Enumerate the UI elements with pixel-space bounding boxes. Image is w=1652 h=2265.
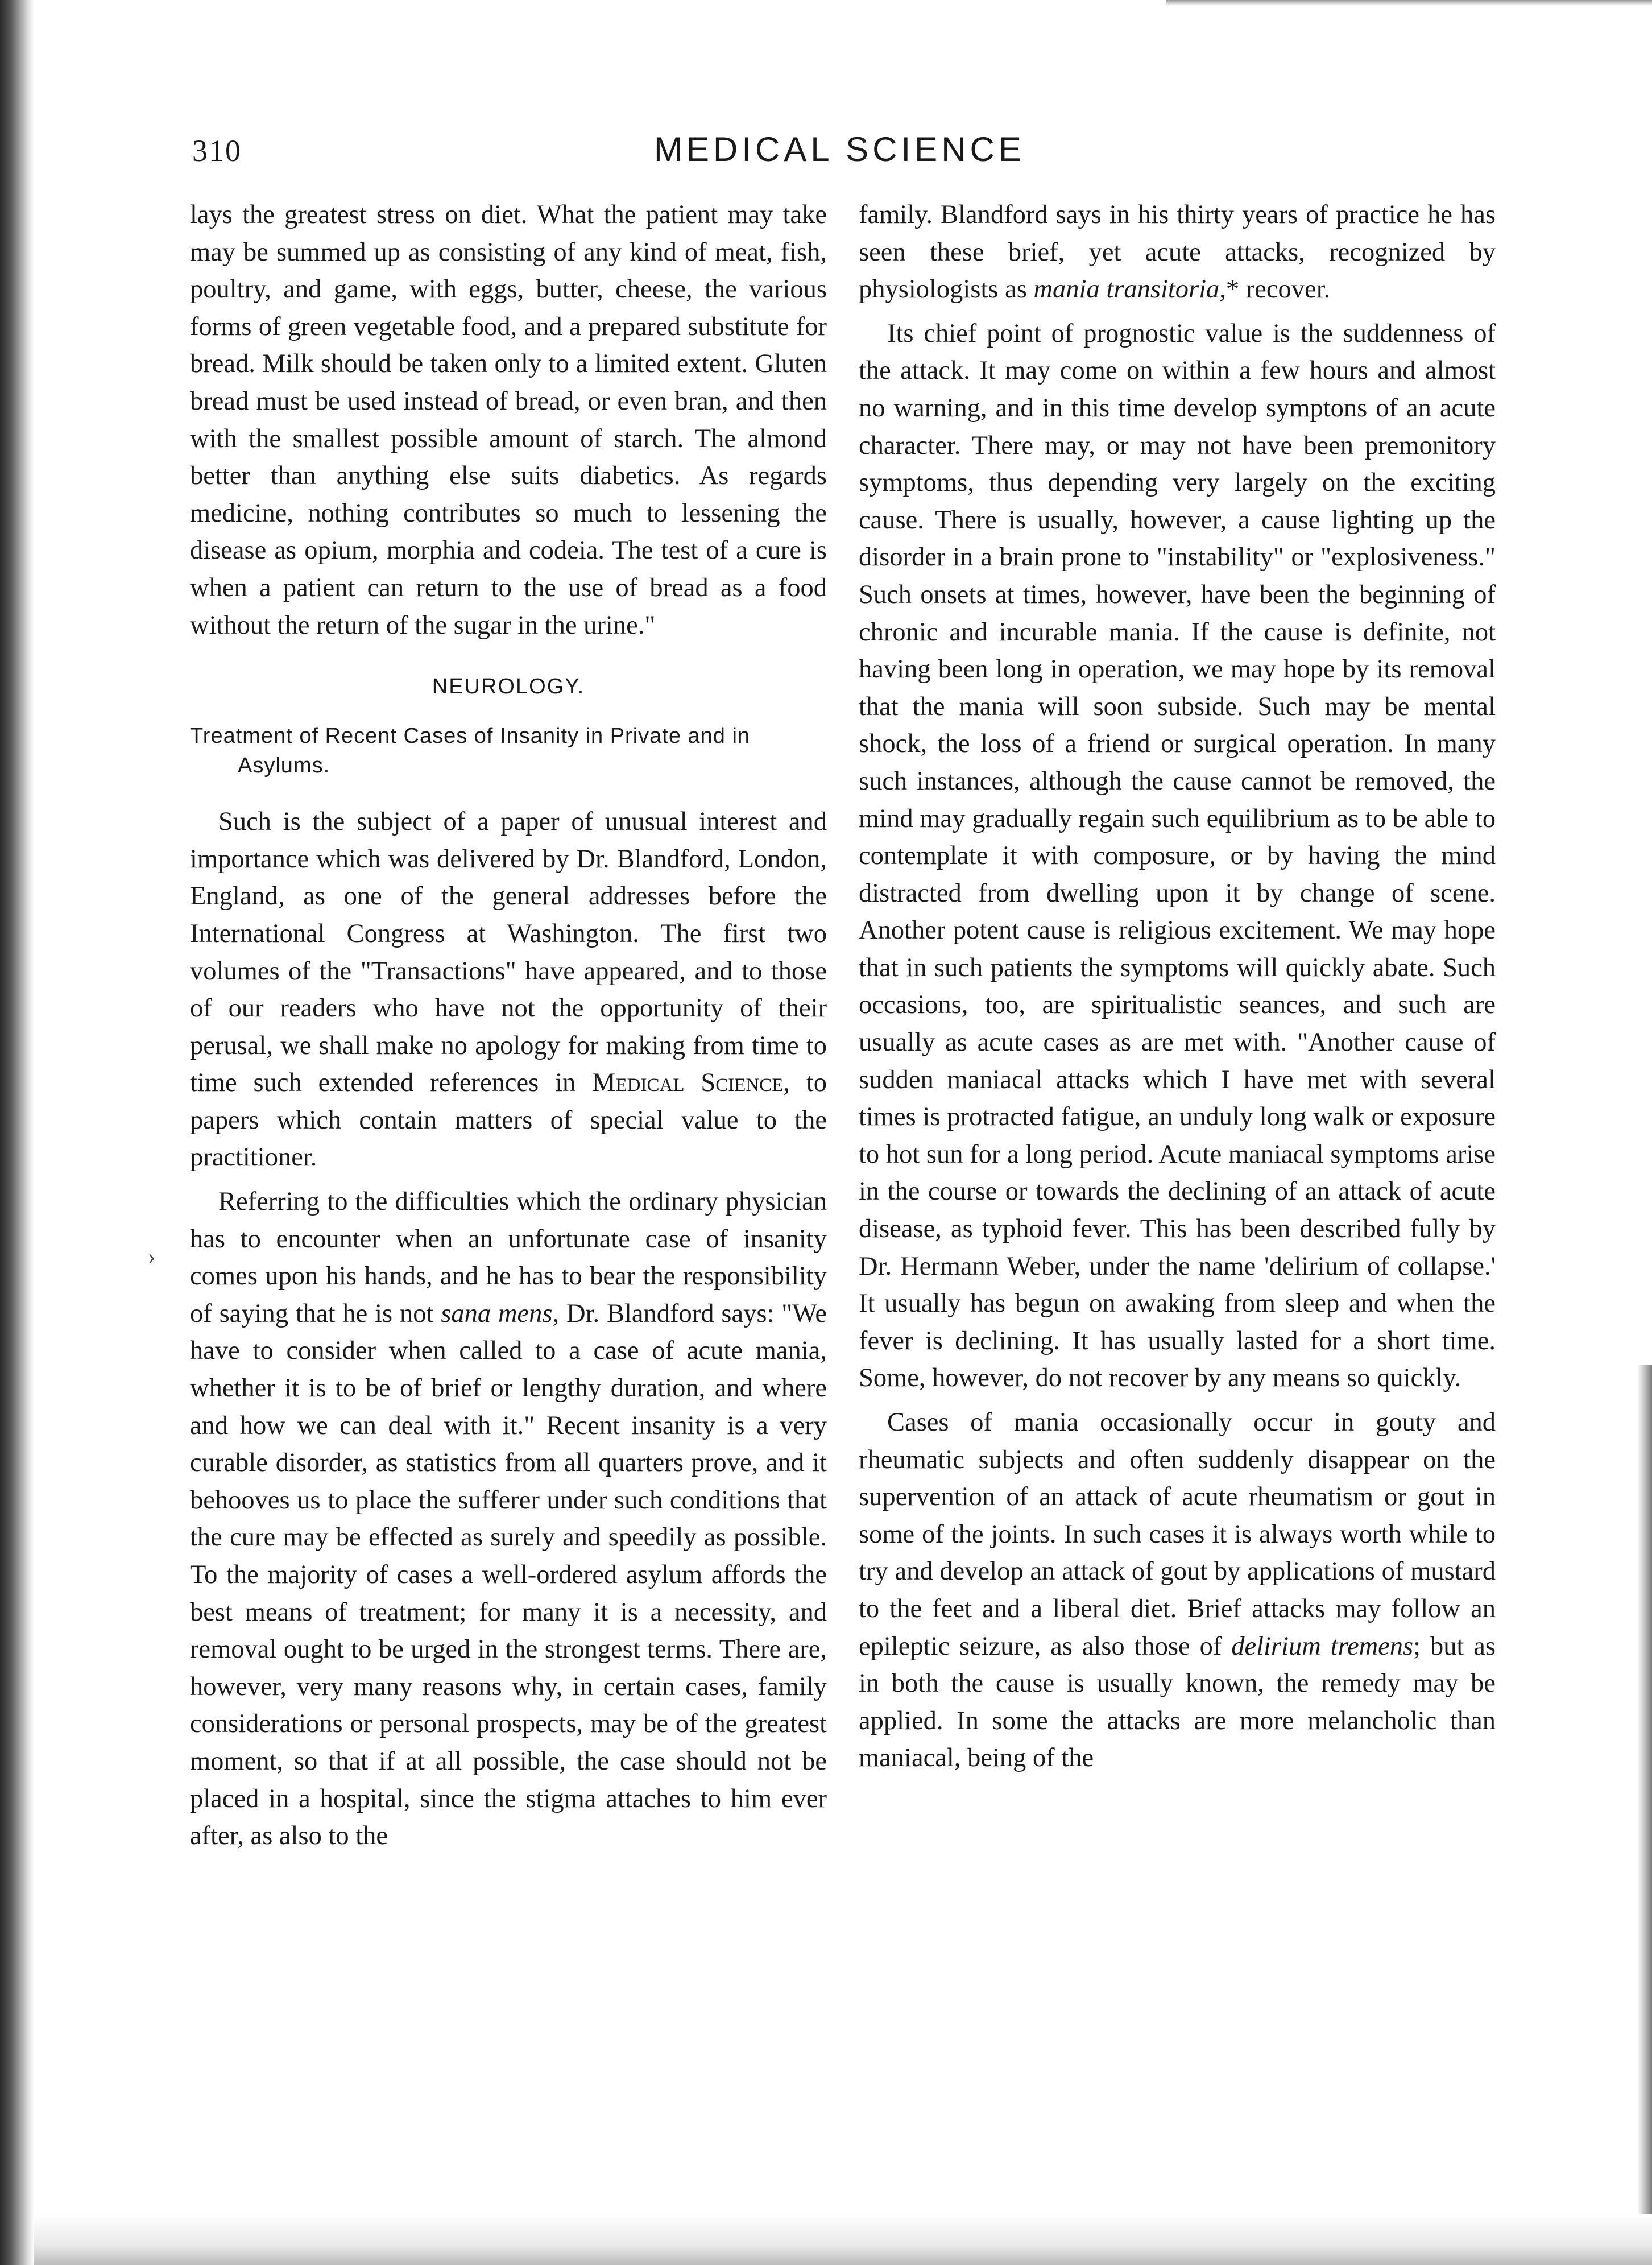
right-paragraph-1-end: ,* recover. bbox=[1219, 275, 1331, 304]
left-paragraph-1: lays the greatest stress on diet. What the patient may take may be summed up as consisting of any kind of meat, fish, poultry, and game, with eggs, butter, cheese, the various forms of green vegetable food, and a prepared substitute for bread. Milk should be taken only to a limited extent. Gluten bread must be used instead of bread, or even bran, and then with the smallest possible amount of starch. The almond better than anything else suits diabetics. As regards medicine, nothing contributes so much to lessening the disease as opium, morphia and codeia. The test of a cure is when a patient can return to the use of bread as a food without the return of the sugar in the urine." bbox=[190, 200, 827, 640]
right-column bbox=[859, 196, 1496, 1777]
article-title: Treatment of Recent Cases of Insanity in Private and in Asylums. bbox=[190, 724, 751, 778]
right-paragraph-3 bbox=[859, 1404, 1496, 1777]
running-title: MEDICAL SCIENCE bbox=[654, 130, 1025, 168]
latin-term-sana-mens: sana mens bbox=[441, 1299, 553, 1328]
latin-term-delirium-tremens: delirium tremens bbox=[1231, 1631, 1414, 1661]
right-paragraph-1 bbox=[859, 196, 1496, 308]
page-number: 310 bbox=[192, 134, 242, 168]
scan-bottom-edge bbox=[34, 2214, 1652, 2265]
left-paragraph-3-end: , Dr. Blandford says: "We have to consider when called to a case of acute mania, whether it is to be of brief or lengthy duration, and where and how we can deal with it." Recent insanity is a very curable disorder, as statistics from all quarters prove, and it behooves us to place the sufferer under such conditions that the cure may be effected as surely and speedily as possible. To the majority of cases a well-ordered asylum affords the best means of treatment; for many it is a necessity, and removal ought to be urged in the strongest terms. There are, however, very many reasons why, in certain cases, family considerations or personal prospects, may be of the greatest moment, so that if at all possible, the case should not be placed in a hospital, since the stigma attaches to him ever after, as also to the bbox=[190, 1299, 827, 1851]
left-paragraph-3 bbox=[190, 1183, 827, 1855]
right-paragraph-3-text: Cases of mania occasionally occur in gouty and rheumatic subjects and often suddenly disappear on the supervention of an attack of acute rheumatism or gout in some of the joints. In such cases it is always worth while to try and develop an attack of gout by applications of mustard to the feet and a liberal diet. Brief attacks may follow an epileptic seizure, as also those of bbox=[859, 1408, 1496, 1661]
margin-mark-icon: › bbox=[148, 1243, 156, 1269]
scan-right-edge bbox=[1637, 1365, 1652, 2265]
left-paragraph-2-end: , to papers which contain matters of special value to the practitioner. bbox=[190, 1068, 827, 1172]
right-paragraph-3-end: ; but as in both the cause is usually known, the remedy may be applied. In some the attacks are more melancholic than maniacal, being of the bbox=[859, 1631, 1496, 1773]
left-paragraph-2-text: Such is the subject of a paper of unusual interest and importance which was delivered by Dr. Blandford, London, England, as one of the general addresses before the International Congress at Washington. The first two volumes of the "Transactions" have appeared, and to those of our readers who have not the opportunity of their perusal, we shall make no apology for making from time to time such extended references in bbox=[190, 807, 827, 1098]
left-paragraph-3-text: Referring to the difficulties which the ordinary physician has to encounter when an unfortunate case of insanity comes upon his hands, and he has to bear the responsibility of saying that he is not bbox=[190, 1187, 827, 1328]
scan-top-edge bbox=[1166, 0, 1652, 6]
left-paragraph-2 bbox=[190, 803, 827, 1176]
scan-binding-edge bbox=[0, 0, 34, 2265]
left-column bbox=[190, 196, 827, 1855]
right-paragraph-1-text: family. Blandford says in his thirty years of practice he has seen these brief, yet acute attacks, recognized by physiologists as bbox=[859, 200, 1496, 304]
page-header bbox=[0, 126, 1652, 177]
latin-term-mania-transitoria: mania transitoria bbox=[1033, 275, 1220, 304]
right-paragraph-2: Its chief point of prognostic value is the suddenness of the attack. It may come on within a few hours and almost no warning, and in this time develop symptons of an acute character. There may, or may not have been premonitory symptoms, thus depending very largely on the exciting cause. There is usually, however, a cause lighting up the disorder in a brain prone to "instability" or "explosiveness." Such onsets at times, however, have been the beginning of chronic and incurable mania. If the cause is definite, not having been long in operation, we may hope by its removal that the mania will soon subside. Such may be mental shock, the loss of a friend or surgical operation. In many such instances, although the cause cannot be removed, the mind may gradually regain such equilibrium as to be able to contemplate it with composure, or by having the mind distracted from dwelling upon it by change of scene. Another potent cause is religious excitement. We may hope that in such patients the symptoms will quickly abate. Such occasions, too, are spiritualistic seances, and such are usually as acute cases as are met with. "Another cause of sudden maniacal attacks which I have met with several times is protracted fatigue, an unduly long walk or exposure to hot sun for a long period. Acute maniacal symptoms arise in the course or towards the declining of an attack of acute disease, as typhoid fever. This has been described fully by Dr. Hermann Weber, under the name 'delirium of collapse.' It usually has begun on awaking from sleep and when the fever is declining. It has usually lasted for a short time. Some, however, do not recover by any means so quickly. bbox=[859, 319, 1496, 1393]
journal-name: Medical Science bbox=[592, 1068, 784, 1098]
section-heading: NEUROLOGY. bbox=[432, 675, 585, 699]
